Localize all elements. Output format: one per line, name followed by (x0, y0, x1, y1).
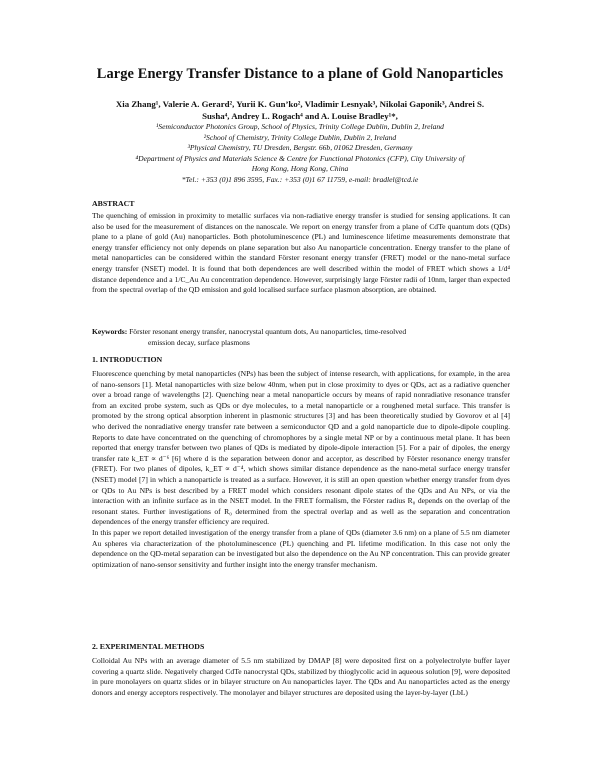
paper-title: Large Energy Transfer Distance to a plane of Gold Nanoparticles (96, 66, 504, 82)
affiliation: ²School of Chemistry, Trinity College Dublin, Dublin 2, Ireland (203, 132, 397, 142)
author-line: Xia Zhang¹, Valerie A. Gerard², Yurii K. Gun’ko², Vladimir Lesnyak³, Nikolai Gaponik³, Andrei S. (115, 99, 485, 109)
body-paragraph: In this paper we report detailed investigation of the energy transfer from a plane of QDs (diameter 3.6 nm) on a plane of 5.5 nm diameter Au spheres via characterization of the photoluminescence (PL) quenching and PL lifetime modification. In this case not only the dependence on the QD-metal separation can be investigated but also the dependence on the Au NP concentration. This can provide greater optimization of nano-sensor sensitivity and further insight into the energy transfer mechanism. (92, 527, 510, 569)
affiliation: ³Physical Chemistry, TU Dresden, Bergstr. 66b, 01062 Dresden, Germany (187, 143, 413, 153)
abstract-text (92, 211, 510, 296)
author-list (70, 98, 530, 122)
keywords-label: Keywords: (92, 327, 128, 336)
affiliations (80, 122, 520, 186)
body-paragraph: Colloidal Au NPs with an average diameter of 5.5 nm stabilized by DMAP [8] were deposited first on a polyelectrolyte buffer layer covering a quartz slide. Negatively charged CdTe nanocrystal QDs, stabilized by thioglycolic acid in aqueous solution [9], were deposited in pure monolayers on quartz slides or in bilayer structure on Au nanoparticles layer. The QDs and Au nanoparticles acted as the energy donors and energy acceptors respectively. The monolayer and bilayer structures are deposited using the layer-by-layer (LbL) (92, 656, 510, 697)
introduction-text (92, 369, 510, 570)
affiliation: Hong Kong, Hong Kong, China (251, 164, 349, 174)
affiliation: ⁴Department of Physics and Materials Science & Centre for Functional Photonics (CFP), City University of (135, 153, 465, 163)
body-paragraph: Fluorescence quenching by metal nanoparticles (NPs) has been the subject of intense research, with applications, for example, in the area of nano-sensors [1]. Metal nanoparticles with size below 40nm, when put in close proximity to dyes or QDs, act as a radiative quencher over a broad range of wavelengths [2]. Quenching near a metal nanoparticle occurs by means of rapid nonradiative resonance transfer from an excited probe system, such as QDs or dye molecules, to a metal nanoparticle or a roughened metal surface. This transfer is promoted by the strong optical absorption inherent in plasmonic structures [3] and has been theoretically studied by Govorov et al [4] who derived the nonradiative energy transfer rate between a semiconductor QD and a gold nanoparticle due to dipole-dipole coupling. Reports to date have concentrated on the quenching of chromophores by a single metal NP or by a continuous metal plane. It has been reported that energy transfer between two planes of QDs is mediated by dipole-dipole interaction [5]. For a pair of dipoles, the energy transfer rate k_ET ∝ d⁻⁶ [6] where d is the separation between donor and acceptor, as described by Förster resonance energy transfer (FRET). For two planes of dipoles, k_ET ∝ d⁻⁴, which shows similar distance dependence as the nano-metal surface energy transfer (NSET) model [7] in which a nanoparticle is treated as a surface. However, it is still an open question whether energy transfer from dyes or QDs to Au NPs is best described by a FRET model which considers resonant dipole states of the QDs and Au NPs, or via the interaction with an infinite surface as in the NSET model. In the FRET formalism, the Förster radius R₀ depends on the overlap of the resonant states. Further investigations of R₀ determined from the spectral overlap and as well as the separation and concentration dependences of the energy transfer efficiency are required. (92, 369, 510, 527)
abstract-heading: ABSTRACT (92, 199, 135, 208)
author-line: Susha⁴, Andrey L. Rogach⁴ and A. Louise Bradley¹*, (202, 111, 398, 121)
methods-text (92, 656, 510, 698)
affiliation: ¹Semiconductor Photonics Group, School of Physics, Trinity College Dublin, Dublin 2, Ireland (156, 122, 444, 131)
abstract-paragraph: The quenching of emission in proximity to metallic surfaces via non-radiative energy transfer is studied for sensing applications. It can also be used for the measurement of distances on the nanoscale. We report on energy transfer from a plane of CdTe quantum dots (QDs) plane to a plane of gold (Au) nanoparticles. Both photoluminescence (PL) and luminescence lifetime measurements demonstrate that energy transfer efficiency not only depends on plane separation but also Au nanoparticle concentration. Energy transfer to the plane of metal nanoparticles can be considered within the standard Förster resonant energy transfer (FRET) model or the nano-metal surface energy transfer (NSET) model. It is found that both dependences are well described within the model of FRET which shows a 1/d⁴ distance dependence and a 1/C_Au Au concentration dependence. However, surprisingly large Förster radii of 10nm, larger than expected from the spectral overlap of the QD emission and gold localised surface surface plasmon absorption, are obtained. (92, 211, 510, 295)
keywords (92, 327, 510, 348)
introduction-heading: 1. INTRODUCTION (92, 355, 163, 364)
methods-heading: 2. EXPERIMENTAL METHODS (92, 642, 205, 651)
contact-line: *Tel.: +353 (0)1 896 3595, Fax.: +353 (0)1 67 11759, e-mail: bradlel@tcd.ie (181, 174, 419, 184)
keywords-line: Förster resonant energy transfer, nanocrystal quantum dots, Au nanoparticles, time-resolved (127, 327, 407, 336)
keywords-line: emission decay, surface plasmons (148, 337, 250, 347)
